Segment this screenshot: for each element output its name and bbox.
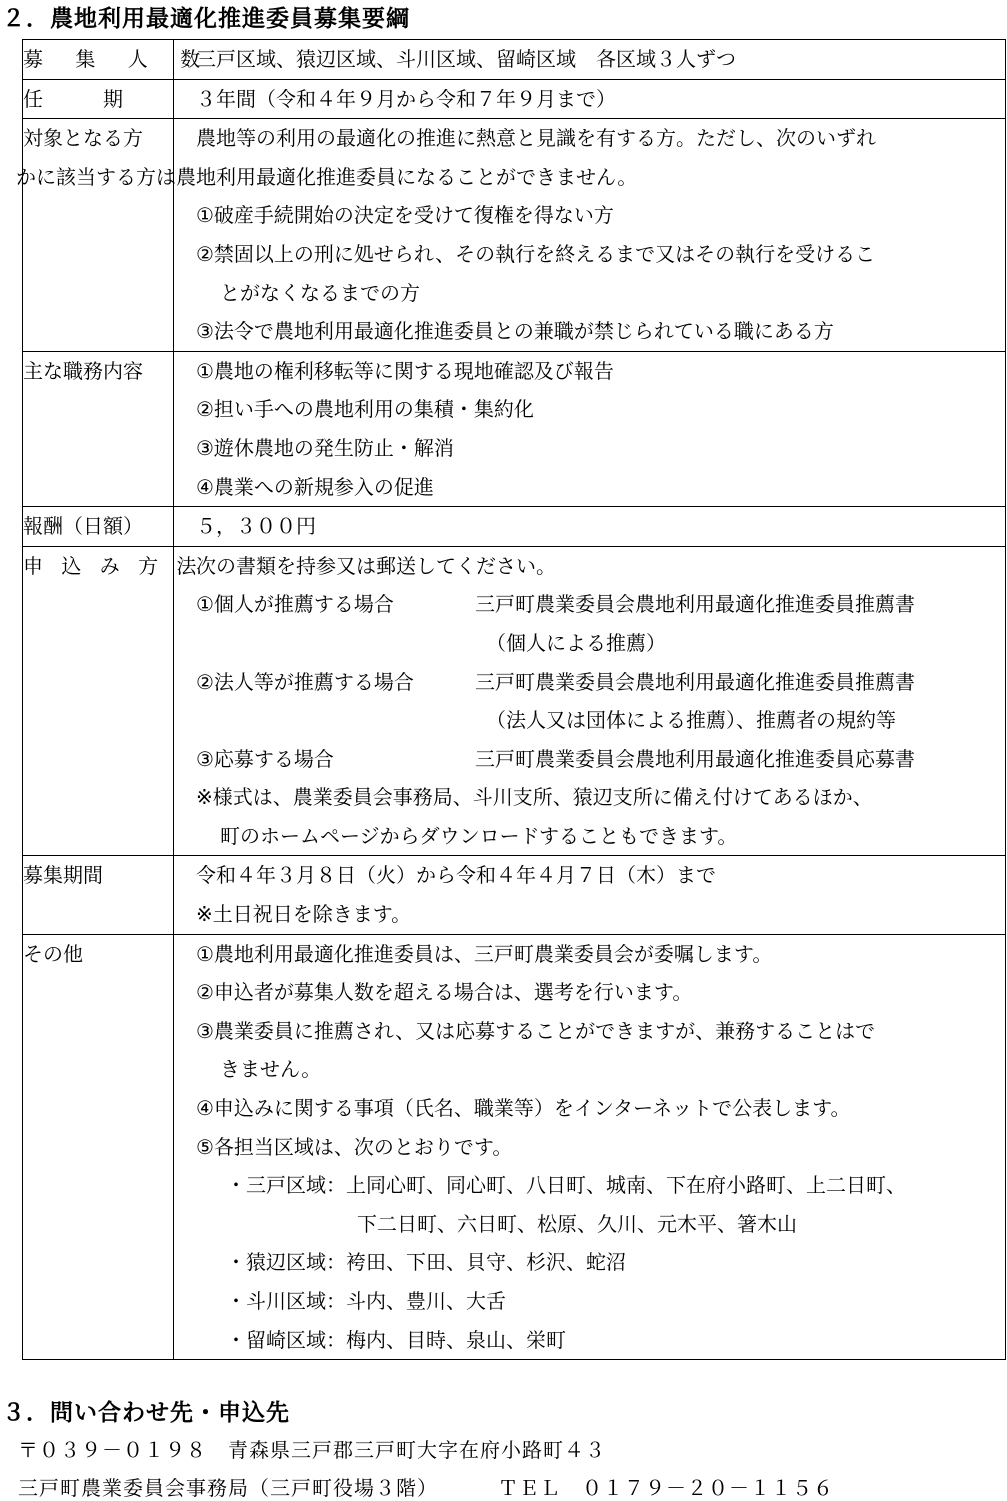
area-saruhe: ・猿辺区域：袴田、下田、貝守、杉沢、蛇沼: [226, 1250, 626, 1275]
apply-case-label: ②法人等が推薦する場合: [196, 669, 414, 694]
row-duties: [23, 351, 1006, 506]
row-reward: [23, 507, 1006, 547]
contact-office: 三戸町農業委員会事務局（三戸町役場３階）: [18, 1476, 438, 1500]
area-tokawa: ・斗川区域：斗内、豊川、大舌: [226, 1289, 506, 1313]
value-duties: [174, 351, 1006, 506]
label-text: 報酬（日額）: [23, 514, 143, 539]
contact-office-line: [18, 1472, 834, 1501]
apply-note-cont: 町のホームページからダウンロードすることもできます。: [220, 823, 738, 848]
area-tomesaki: ・留崎区域：梅内、目時、泉山、栄町: [226, 1327, 566, 1352]
label-text: 募集期間: [23, 863, 103, 888]
apply-case-2: [174, 663, 1005, 740]
label-eligibility: [23, 119, 174, 352]
label-text: 申 込 み 方 法: [23, 553, 203, 578]
apply-case-label: ①個人が推薦する場合: [196, 592, 394, 617]
spacer: [196, 624, 475, 663]
value-other: [174, 934, 1006, 1360]
other-item-4: ④申込みに関する事項（氏名、職業等）をインターネットで公表します。: [196, 1096, 851, 1121]
spacer: [196, 701, 475, 740]
apply-document: 三戸町農業委員会農地利用最適化推進委員応募書: [475, 746, 915, 771]
label-text: その他: [23, 941, 83, 966]
apply-document: 三戸町農業委員会農地利用最適化推進委員推薦書: [475, 592, 915, 617]
apply-case-1: [174, 585, 1005, 662]
section-2-title: ２．農地利用最適化推進委員募集要綱: [2, 6, 410, 32]
apply-intro: 次の書類を持参又は郵送してください。: [196, 553, 556, 578]
label-duties: [23, 351, 174, 506]
period-note: ※土日祝日を除きます。: [196, 902, 412, 927]
label-recruit-count: [23, 40, 214, 80]
label-term: [23, 79, 174, 119]
label-text: 任 期: [23, 86, 123, 111]
other-item-3: ③農業委員に推薦され、又は応募することができますが、兼務することはで: [196, 1018, 876, 1043]
duty-item: ③遊休農地の発生防止・解消: [196, 435, 454, 460]
area-sannohe-cont: 下二日町、六日町、松原、久川、元木平、箸木山: [357, 1211, 797, 1236]
apply-document-note: （法人又は団体による推薦）、推薦者の規約等: [486, 708, 896, 733]
label-apply: [23, 546, 203, 856]
period-text: 令和４年３月８日（火）から令和４年４月７日（木）まで: [196, 863, 716, 888]
contact-address: 〒０３９－０１９８ 青森県三戸郡三戸町大字在府小路町４３: [18, 1438, 606, 1462]
value-text: 三戸区域、猿辺区域、斗川区域、留崎区域 各区域３人ずつ: [196, 47, 736, 71]
apply-document: 三戸町農業委員会農地利用最適化推進委員推薦書: [475, 669, 915, 694]
eligibility-item-2: ②禁固以上の刑に処せられ、その執行を終えるまで又はその執行を受けるこ: [196, 241, 876, 266]
value-term: [174, 79, 1006, 119]
recruitment-outline-table: [16, 39, 1006, 1360]
value-text: ３年間（令和４年９月から令和７年９月まで）: [196, 86, 616, 111]
area-sannohe: ・三戸区域：上同心町、同心町、八日町、城南、下在府小路町、上二日町、: [226, 1173, 906, 1198]
value-period: [174, 856, 1006, 934]
label-period: [23, 856, 174, 934]
value-text: ５，３００円: [196, 514, 316, 539]
label-text: 主な職務内容: [23, 358, 143, 383]
label-text: 対象となる方: [23, 126, 143, 151]
apply-case-3: [174, 740, 1005, 779]
label-reward: [23, 507, 174, 547]
other-item-2: ②申込者が募集人数を超える場合は、選考を行います。: [196, 980, 693, 1005]
apply-case-label: ③応募する場合: [196, 746, 334, 771]
other-item-5: ⑤各担当区域は、次のとおりです。: [196, 1134, 513, 1159]
label-text: 募 集 人 数: [23, 47, 214, 71]
row-eligibility: [23, 119, 1006, 352]
eligibility-line-1: 農地等の利用の最適化の推進に熱意と見識を有する方。ただし、次のいずれ: [196, 126, 876, 151]
row-period: [23, 856, 1006, 934]
label-other: [23, 934, 174, 1360]
duty-item: ④農業への新規参入の促進: [196, 474, 434, 499]
eligibility-item-1: ①破産手続開始の決定を受けて復権を得ない方: [196, 203, 614, 228]
duty-item: ②担い手への農地利用の集積・集約化: [196, 397, 534, 422]
row-apply: [23, 546, 1006, 856]
eligibility-item-2-cont: とがなくなるまでの方: [220, 280, 420, 305]
value-recruit-count: [174, 40, 1006, 80]
other-item-3-cont: きません。: [220, 1057, 322, 1082]
contact-tel: ＴＥＬ ０１７９－２０－１１５６: [498, 1476, 834, 1500]
eligibility-line-2: かに該当する方は農地利用最適化推進委員になることができません。: [16, 164, 638, 189]
row-other: [23, 934, 1006, 1360]
section-3-title: ３．問い合わせ先・申込先: [2, 1400, 290, 1426]
value-reward: [174, 507, 1006, 547]
apply-note: ※様式は、農業委員会事務局、斗川支所、猿辺支所に備え付けてあるほか、: [196, 785, 873, 810]
row-recruit-count: [23, 40, 1006, 80]
value-apply: [174, 546, 1006, 856]
eligibility-item-3: ③法令で農地利用最適化推進委員との兼職が禁じられている職にある方: [196, 319, 834, 344]
apply-document-note: （個人による推薦）: [486, 630, 666, 655]
duty-item: ①農地の権利移転等に関する現地確認及び報告: [196, 358, 614, 383]
row-term: [23, 79, 1006, 119]
other-item-1: ①農地利用最適化推進委員は、三戸町農業委員会が委嘱します。: [196, 941, 773, 966]
